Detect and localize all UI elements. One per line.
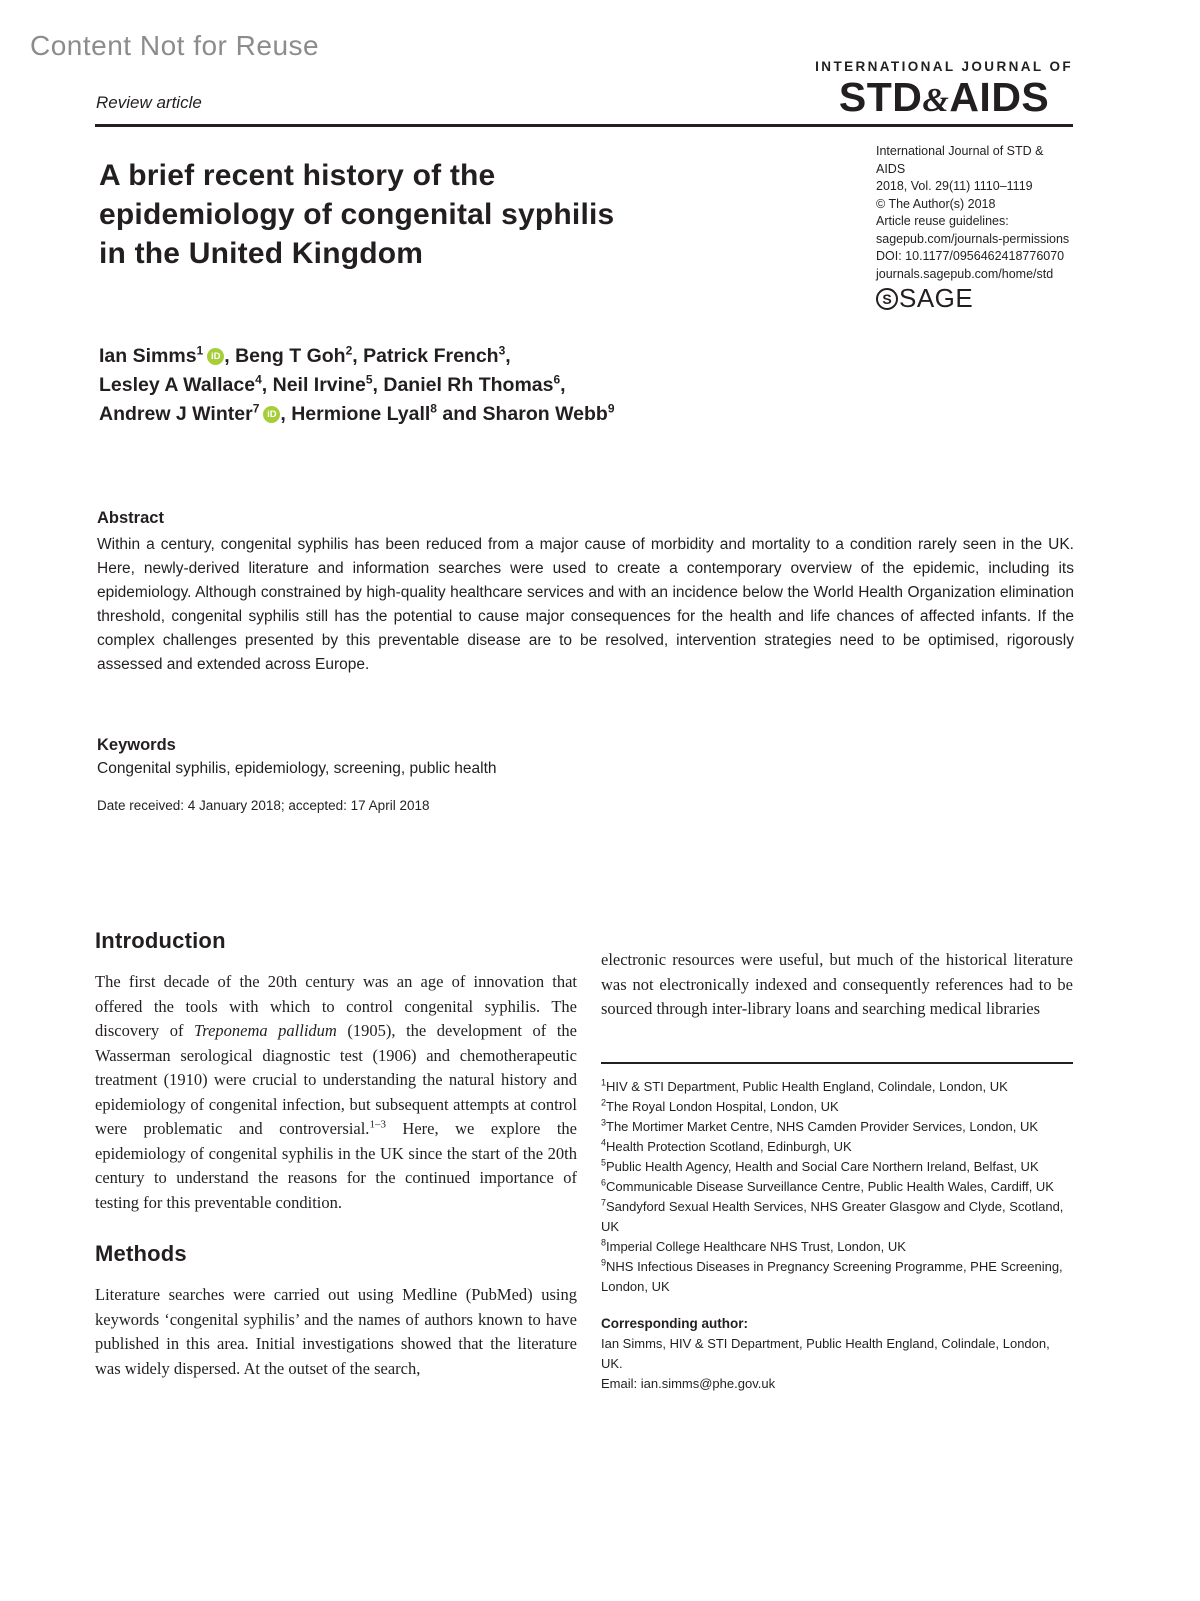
introduction-paragraph bbox=[95, 970, 577, 1215]
footnote-text: Communicable Disease Surveillance Centre, Public Health Wales, Cardiff, UK bbox=[606, 1179, 1054, 1194]
keywords-section bbox=[97, 736, 1074, 778]
author-affiliation-sup: 7 bbox=[252, 401, 260, 416]
corresponding-author-address: Ian Simms, HIV & STI Department, Public Health England, Colindale, London, UK. bbox=[601, 1336, 1050, 1371]
author-name: Daniel Rh Thomas bbox=[383, 374, 554, 396]
sage-logo bbox=[876, 283, 973, 314]
dateline: Date received: 4 January 2018; accepted: 17 April 2018 bbox=[97, 798, 430, 813]
author-separator: , bbox=[224, 345, 236, 367]
affiliation-footnote bbox=[601, 1157, 1073, 1177]
author-affiliation-sup: 5 bbox=[365, 372, 373, 387]
affiliation-footnote bbox=[601, 1257, 1073, 1297]
citation-line: © The Author(s) 2018 bbox=[876, 196, 996, 211]
affiliation-footnote bbox=[601, 1117, 1073, 1137]
author-name: Sharon Webb bbox=[482, 403, 608, 425]
author-name: Beng T Goh bbox=[235, 345, 346, 367]
footnote-text: HIV & STI Department, Public Health England, Colindale, London, UK bbox=[606, 1079, 1008, 1094]
citation-line: International Journal of STD & bbox=[876, 144, 1044, 158]
author-name: Patrick French bbox=[363, 345, 499, 367]
author-line bbox=[99, 400, 615, 429]
orcid-icon[interactable]: iD bbox=[207, 348, 224, 365]
journal-masthead bbox=[815, 60, 1073, 118]
article-title-line: A brief recent history of the bbox=[99, 159, 496, 192]
corresponding-author-email[interactable]: Email: ian.simms@phe.gov.uk bbox=[601, 1376, 776, 1391]
author-affiliation-sup: 9 bbox=[607, 401, 615, 416]
author-name: Hermione Lyall bbox=[291, 403, 431, 425]
sage-disc-icon: S bbox=[876, 288, 898, 310]
keywords-text: Congenital syphilis, epidemiology, screening, public health bbox=[97, 760, 497, 777]
footnote-sup: 4 bbox=[601, 1137, 607, 1148]
footnote-text: The Royal London Hospital, London, UK bbox=[606, 1099, 839, 1114]
sage-wordmark: SAGE bbox=[899, 283, 974, 313]
article-title-line: in the United Kingdom bbox=[99, 237, 424, 270]
journal-masthead-logo bbox=[815, 73, 1073, 120]
author-affiliation-sup: 2 bbox=[345, 343, 353, 358]
author-name: Andrew J Winter bbox=[99, 403, 253, 425]
author-affiliation-sup: 8 bbox=[430, 401, 437, 416]
footnote-sup: 6 bbox=[601, 1177, 607, 1188]
journal-masthead-topline: INTERNATIONAL JOURNAL OF bbox=[815, 59, 1073, 74]
footnote-sup: 8 bbox=[601, 1237, 607, 1248]
introduction-text: (1905), the development of the Wasserman serological diagnostic test (1906) and chemotherapeutic treatment (1910) were crucial to understanding the natural history and epidemiology of congenital infection, but subsequent attempts at control were problematic and controversial. bbox=[95, 1021, 577, 1138]
citation-line: Article reuse guidelines: bbox=[876, 214, 1009, 228]
footnote-sup: 9 bbox=[601, 1257, 607, 1268]
introduction-text: The first decade of the 20th century was an age of innovation that offered the tools with which to control congenital syphilis. The discovery of bbox=[95, 972, 577, 1040]
author-list bbox=[99, 342, 615, 429]
article-type-label: Review article bbox=[96, 93, 202, 112]
affiliation-footnotes bbox=[601, 1077, 1073, 1297]
article-title-line: epidemiology of congenital syphilis bbox=[99, 198, 615, 231]
author-affiliation-sup: 4 bbox=[255, 372, 262, 387]
corresponding-author-heading: Corresponding author: bbox=[601, 1316, 748, 1331]
citation-line: 2018, Vol. 29(11) 1110–1119 bbox=[876, 179, 1033, 193]
citation-line: AIDS bbox=[876, 161, 906, 176]
author-separator: and bbox=[436, 403, 483, 425]
footnote-sup: 3 bbox=[601, 1117, 607, 1128]
footnote-text: Sandyford Sexual Health Services, NHS Greater Glasgow and Clyde, Scotland, UK bbox=[601, 1199, 1064, 1234]
author-line bbox=[99, 342, 615, 371]
author-separator: , bbox=[372, 374, 384, 396]
author-name: Lesley A Wallace bbox=[99, 374, 256, 396]
affiliation-footnote bbox=[601, 1097, 1073, 1117]
species-name-italic: Treponema pallidum bbox=[194, 1021, 337, 1040]
keywords-heading: Keywords bbox=[97, 736, 176, 754]
author-line bbox=[99, 371, 615, 400]
author-name: Neil Irvine bbox=[272, 374, 366, 396]
article-body-columns bbox=[95, 928, 1073, 1394]
affiliation-footnote bbox=[601, 1177, 1073, 1197]
author-separator: , bbox=[261, 374, 273, 396]
footnote-divider bbox=[601, 1062, 1073, 1065]
affiliation-footnote bbox=[601, 1197, 1073, 1237]
abstract-section bbox=[97, 509, 1074, 677]
article-title bbox=[99, 156, 614, 273]
author-separator: , bbox=[280, 403, 292, 425]
footnote-sup: 2 bbox=[601, 1097, 607, 1108]
author-affiliation-sup: 6 bbox=[553, 372, 561, 387]
footnote-text: Health Protection Scotland, Edinburgh, UK bbox=[606, 1139, 852, 1154]
footnote-sup: 5 bbox=[601, 1157, 607, 1168]
continuation-paragraph: electronic resources were useful, but much of the historical literature was not electronically indexed and consequently references had to be sourced through inter-library loans and searching medical libraries bbox=[601, 950, 1073, 1018]
author-separator: , bbox=[352, 345, 364, 367]
abstract-heading: Abstract bbox=[97, 509, 164, 527]
corresponding-author-block bbox=[601, 1314, 1073, 1394]
introduction-heading: Introduction bbox=[95, 928, 226, 953]
header-divider bbox=[95, 124, 1073, 127]
footnote-text: The Mortimer Market Centre, NHS Camden Provider Services, London, UK bbox=[606, 1119, 1039, 1134]
affiliation-footnote bbox=[601, 1137, 1073, 1157]
author-separator: , bbox=[560, 374, 566, 396]
citation-journal-url[interactable]: journals.sagepub.com/home/std bbox=[876, 266, 1054, 281]
author-name: Ian Simms bbox=[99, 345, 197, 367]
footnote-text: NHS Infectious Diseases in Pregnancy Screening Programme, PHE Screening, London, UK bbox=[601, 1259, 1063, 1294]
affiliation-footnote bbox=[601, 1077, 1073, 1097]
footnote-sup: 7 bbox=[601, 1197, 607, 1208]
masthead-std: STD bbox=[838, 73, 923, 120]
footnote-sup: 1 bbox=[601, 1077, 607, 1088]
footnote-text: Public Health Agency, Health and Social Care Northern Ireland, Belfast, UK bbox=[606, 1159, 1039, 1174]
right-column bbox=[601, 928, 1073, 1394]
left-column bbox=[95, 928, 577, 1394]
author-affiliation-sup: 1 bbox=[196, 343, 204, 358]
methods-heading: Methods bbox=[95, 1241, 187, 1266]
abstract-text: Within a century, congenital syphilis has been reduced from a major cause of morbidity and mortality to a condition rarely seen in the UK. Here, newly-derived literature and information searches were used to create a contemporary overview of the epidemic, including its epidemiology. Although constrained by high-quality healthcare services and with an incidence below the World Health Organization elimination threshold, congenital syphilis still has the potential to cause major consequences for the health and life chances of affected infants. If the complex challenges presented by this preventable disease are to be resolved, intervention strategies need to be optimised, rigorously assessed and extended across Europe. bbox=[97, 536, 1074, 673]
author-separator: , bbox=[505, 345, 511, 367]
methods-paragraph: Literature searches were carried out using Medline (PubMed) using keywords ‘congenital syphilis’ and the names of authors known to have published in this area. Initial investigations showed that the literature was widely dispersed. At the outset of the search, bbox=[95, 1285, 577, 1378]
reference-sup[interactable]: 1–3 bbox=[369, 1118, 386, 1131]
masthead-ampersand: & bbox=[922, 81, 950, 119]
introduction-text: Here, we explore the epidemiology of congenital syphilis in the UK since the start of the 20th century to understand the reasons for the continued importance of testing for this preventable condition. bbox=[95, 1119, 577, 1212]
footnote-text: Imperial College Healthcare NHS Trust, London, UK bbox=[606, 1239, 906, 1254]
citation-doi[interactable]: DOI: 10.1177/0956462418776070 bbox=[876, 249, 1065, 263]
affiliation-footnote bbox=[601, 1237, 1073, 1257]
citation-block bbox=[876, 143, 1086, 283]
orcid-icon[interactable]: iD bbox=[263, 406, 280, 423]
citation-permissions-link[interactable]: sagepub.com/journals-permissions bbox=[876, 231, 1070, 246]
masthead-aids: AIDS bbox=[949, 73, 1050, 120]
content-watermark: Content Not for Reuse bbox=[30, 30, 320, 61]
author-affiliation-sup: 3 bbox=[498, 343, 506, 358]
